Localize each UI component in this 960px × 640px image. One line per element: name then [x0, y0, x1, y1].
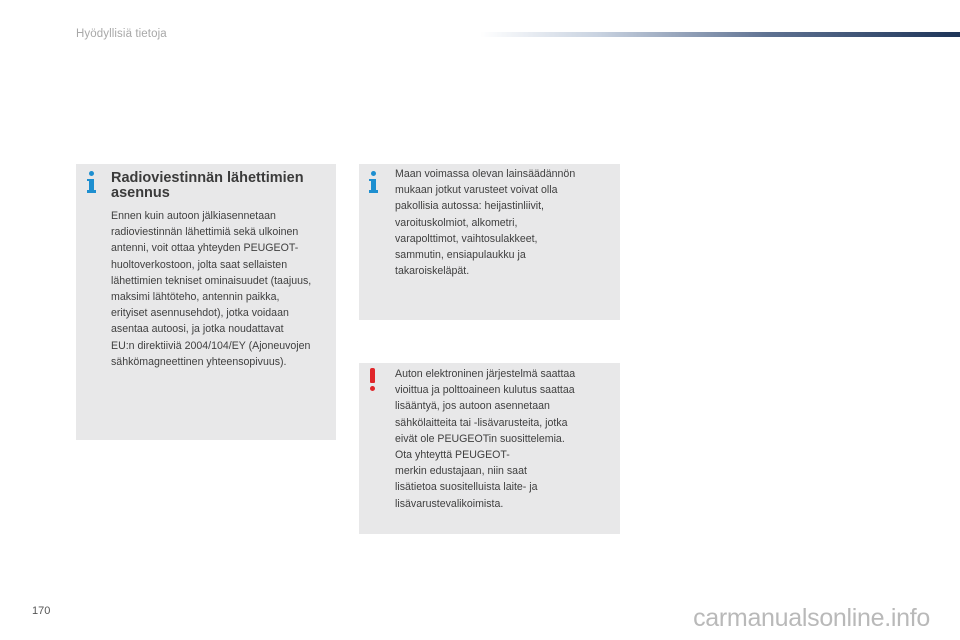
radio-transmitter-text: Ennen kuin autoon jälkiasennetaan radioviestinnän lähettimiä sekä ulkoinen antenni, voit ottaa yhteyden PEUGEOT- huoltoverkostoon, jolta saat sellaisten lähettimien tekniset ominaisuudet (taajuus, maksimi lähtöteho, antennin paikka, erityiset asennusehdot), jotka voidaan asentaa autoosi, ja jotka noudattavat EU:n direktiiviä 2004/104/EY (Ajoneuvojen sähkömagneettinen yhteensopivuus).	[111, 210, 312, 368]
section-title: Hyödyllisiä tietoja	[76, 28, 167, 40]
info-icon	[368, 171, 380, 197]
watermark: carmanualsonline.info	[693, 604, 930, 632]
mandatory-equipment-text: Maan voimassa olevan lainsäädännön mukaan jotkut varusteet voivat olla pakollisia autossa: heijastinliivit, varoituskolmiot, alkometri, varapolttimot, vaihtosulakkeet, sammutin, ensiapulaukku ja takaroiskeläpät.	[395, 168, 576, 278]
info-icon	[86, 171, 98, 197]
page-number: 170	[32, 605, 51, 617]
electrical-accessories-warning-text: Auton elektroninen järjestelmä saattaa vioittua ja polttoaineen kulutus saattaa lisääntyä, jos autoon asennetaan sähkölaitteita tai -lisävarusteita, jotka eivät ole PEUGEOTin suosittelemia. Ota yhteyttä PEUGEOT- merkin edustajaan, niin saat lisätietoa suositelluista laite- ja lisävarustevalikoimista.	[395, 368, 576, 510]
radio-transmitter-title: Radioviestinnän lähettimien asennus	[111, 170, 304, 201]
header-rule	[480, 32, 960, 37]
exclamation-icon	[369, 368, 377, 392]
